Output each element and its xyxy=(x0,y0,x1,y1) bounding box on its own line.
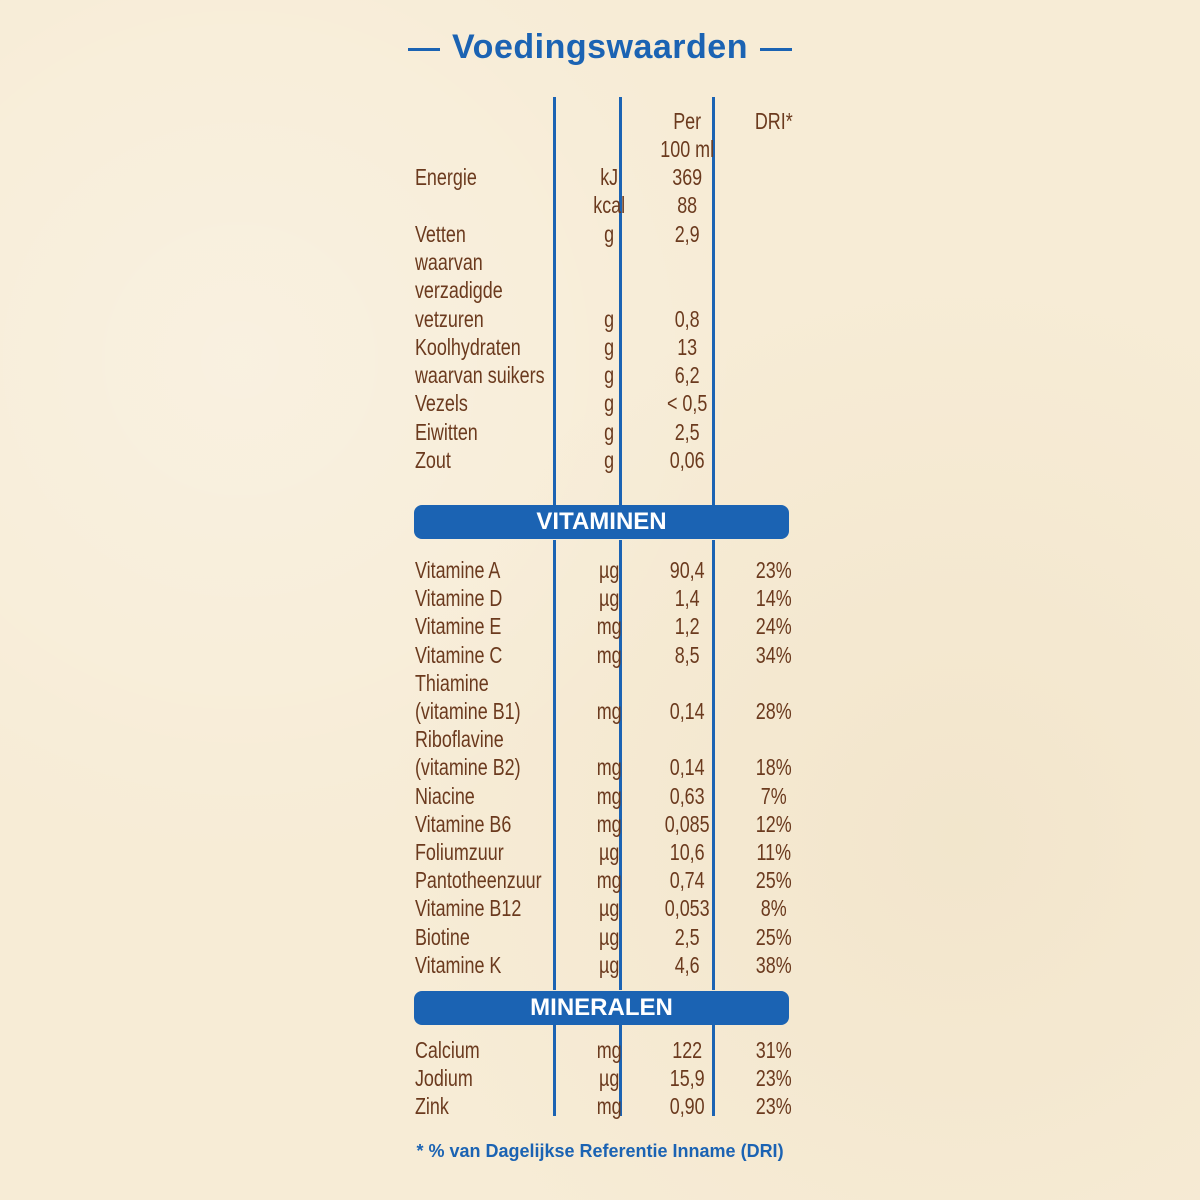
row-unit: mg xyxy=(596,1037,622,1063)
table-row xyxy=(0,924,936,952)
row-dri: 34% xyxy=(755,641,792,668)
table-row xyxy=(0,1093,936,1121)
row-unit: µg xyxy=(599,1065,620,1091)
row-value: 2,9 xyxy=(674,220,700,247)
row-name: Vitamine A xyxy=(414,557,501,583)
row-dri: 25% xyxy=(755,923,792,950)
row-dri: 12% xyxy=(755,810,792,837)
row-name: verzadigde xyxy=(414,277,503,304)
row-dri: 38% xyxy=(755,951,792,978)
row-value: 369 xyxy=(672,164,703,190)
row-value: 0,053 xyxy=(664,895,710,922)
row-dri: 14% xyxy=(755,585,792,612)
row-name: Energie xyxy=(414,164,477,190)
table-row xyxy=(0,306,936,334)
table-row xyxy=(0,1037,936,1065)
row-dri: 8% xyxy=(760,895,787,922)
header-row-2 xyxy=(0,136,936,164)
table-row xyxy=(0,164,936,192)
table-row xyxy=(0,839,936,867)
table-row xyxy=(0,277,936,305)
row-value: 2,5 xyxy=(674,923,700,950)
row-dri: 28% xyxy=(755,698,792,724)
row-dri: 18% xyxy=(755,754,792,781)
row-unit: µg xyxy=(599,895,620,922)
row-value: 0,085 xyxy=(664,810,710,837)
row-dri: 11% xyxy=(756,839,792,865)
row-name: Koolhydraten xyxy=(414,333,521,360)
row-value: 13 xyxy=(677,333,698,360)
row-name: vetzuren xyxy=(414,305,484,332)
header-per-unit: 100 ml xyxy=(660,136,715,162)
row-unit: g xyxy=(604,333,615,360)
header-row-1 xyxy=(0,108,936,136)
row-dri: 24% xyxy=(755,613,792,640)
row-value: 1,4 xyxy=(674,585,700,612)
title-dash-right xyxy=(760,48,792,51)
row-name: waarvan suikers xyxy=(414,362,545,389)
title-dash-left xyxy=(408,48,440,51)
row-unit: mg xyxy=(596,754,622,781)
row-dri: 7% xyxy=(760,782,787,809)
row-value: < 0,5 xyxy=(666,390,708,417)
row-dri: 23% xyxy=(755,1093,792,1119)
row-value: 90,4 xyxy=(669,557,705,583)
table-row xyxy=(0,867,936,895)
row-unit: g xyxy=(604,447,615,473)
row-unit: mg xyxy=(596,782,622,809)
row-name: Vetten xyxy=(414,220,466,247)
row-value: 0,8 xyxy=(674,305,700,332)
table-row xyxy=(0,811,936,839)
row-unit: g xyxy=(604,390,615,417)
table-row xyxy=(0,192,936,220)
row-name: Vitamine D xyxy=(414,585,503,612)
table-row xyxy=(0,698,936,726)
row-unit: g xyxy=(604,220,615,247)
row-value: 0,90 xyxy=(669,1093,705,1119)
row-name: Niacine xyxy=(414,782,475,809)
row-name: Vitamine E xyxy=(414,613,502,640)
row-dri: 31% xyxy=(755,1037,792,1063)
row-unit: mg xyxy=(596,613,622,640)
row-unit: g xyxy=(604,362,615,389)
row-name: Pantotheenzuur xyxy=(414,867,542,894)
row-name: Zout xyxy=(414,447,451,473)
table-row xyxy=(0,783,936,811)
row-value: 8,5 xyxy=(674,641,700,668)
row-dri: 25% xyxy=(755,867,792,894)
minerals-section-header: MINERALEN xyxy=(414,991,789,1025)
row-value: 122 xyxy=(672,1037,703,1063)
table-row xyxy=(0,754,936,782)
row-value: 0,63 xyxy=(669,782,705,809)
row-name: Vitamine C xyxy=(414,641,503,668)
table-row xyxy=(0,447,936,475)
row-name: Eiwitten xyxy=(414,418,478,445)
table-row xyxy=(0,726,936,754)
row-unit: µg xyxy=(599,839,620,865)
table-row xyxy=(0,419,936,447)
row-value: 0,06 xyxy=(669,447,705,473)
row-name: Vezels xyxy=(414,390,468,417)
row-name: Biotine xyxy=(414,923,470,950)
row-unit: mg xyxy=(596,641,622,668)
row-name: Calcium xyxy=(414,1037,480,1063)
vitamins-section-header: VITAMINEN xyxy=(414,505,789,539)
row-name: (vitamine B2) xyxy=(414,754,521,781)
row-value: 15,9 xyxy=(669,1065,705,1091)
row-name: (vitamine B1) xyxy=(414,698,521,724)
row-value: 10,6 xyxy=(669,839,705,865)
table-row xyxy=(0,221,936,249)
row-unit: kJ xyxy=(600,164,619,190)
row-unit: mg xyxy=(596,1093,622,1119)
table-row xyxy=(0,390,936,418)
row-unit: µg xyxy=(599,557,620,583)
row-name: Zink xyxy=(414,1093,449,1119)
row-value: 4,6 xyxy=(674,951,700,978)
row-unit: g xyxy=(604,305,615,332)
row-unit: mg xyxy=(596,698,622,724)
header-dri: DRI* xyxy=(754,108,793,134)
row-unit: mg xyxy=(596,867,622,894)
row-unit: µg xyxy=(599,923,620,950)
row-value: 88 xyxy=(677,192,698,219)
row-value: 1,2 xyxy=(674,613,700,640)
row-name: Foliumzuur xyxy=(414,839,504,865)
row-value: 0,14 xyxy=(669,698,705,724)
table-row xyxy=(0,613,936,641)
row-value: 6,2 xyxy=(674,362,700,389)
page-title xyxy=(0,28,1200,67)
row-value: 0,74 xyxy=(669,867,705,894)
row-name: Vitamine B6 xyxy=(414,810,512,837)
table-row xyxy=(0,249,936,277)
row-unit: kcal xyxy=(593,192,626,219)
row-dri: 23% xyxy=(755,557,792,583)
row-value: 0,14 xyxy=(669,754,705,781)
table-row xyxy=(0,585,936,613)
row-value: 2,5 xyxy=(674,418,700,445)
table-row xyxy=(0,952,936,980)
table-row xyxy=(0,642,936,670)
footnote: * % van Dagelijkse Referentie Inname (DRI) xyxy=(416,1141,784,1161)
table-row xyxy=(0,895,936,923)
row-name: Jodium xyxy=(414,1065,473,1091)
row-name: Riboflavine xyxy=(414,726,504,753)
row-name: Vitamine K xyxy=(414,951,502,978)
table-row xyxy=(0,670,936,698)
row-unit: µg xyxy=(599,585,620,612)
row-name: waarvan xyxy=(414,248,483,275)
table-row xyxy=(0,1065,936,1093)
header-per: Per xyxy=(673,108,702,134)
row-dri: 23% xyxy=(755,1065,792,1091)
row-name: Vitamine B12 xyxy=(414,895,522,922)
row-name: Thiamine xyxy=(414,669,489,696)
table-row xyxy=(0,362,936,390)
table-row xyxy=(0,334,936,362)
row-unit: g xyxy=(604,418,615,445)
title-text: Voedingswaarden xyxy=(452,28,748,66)
row-unit: µg xyxy=(599,951,620,978)
table-row xyxy=(0,557,936,585)
row-unit: mg xyxy=(596,810,622,837)
